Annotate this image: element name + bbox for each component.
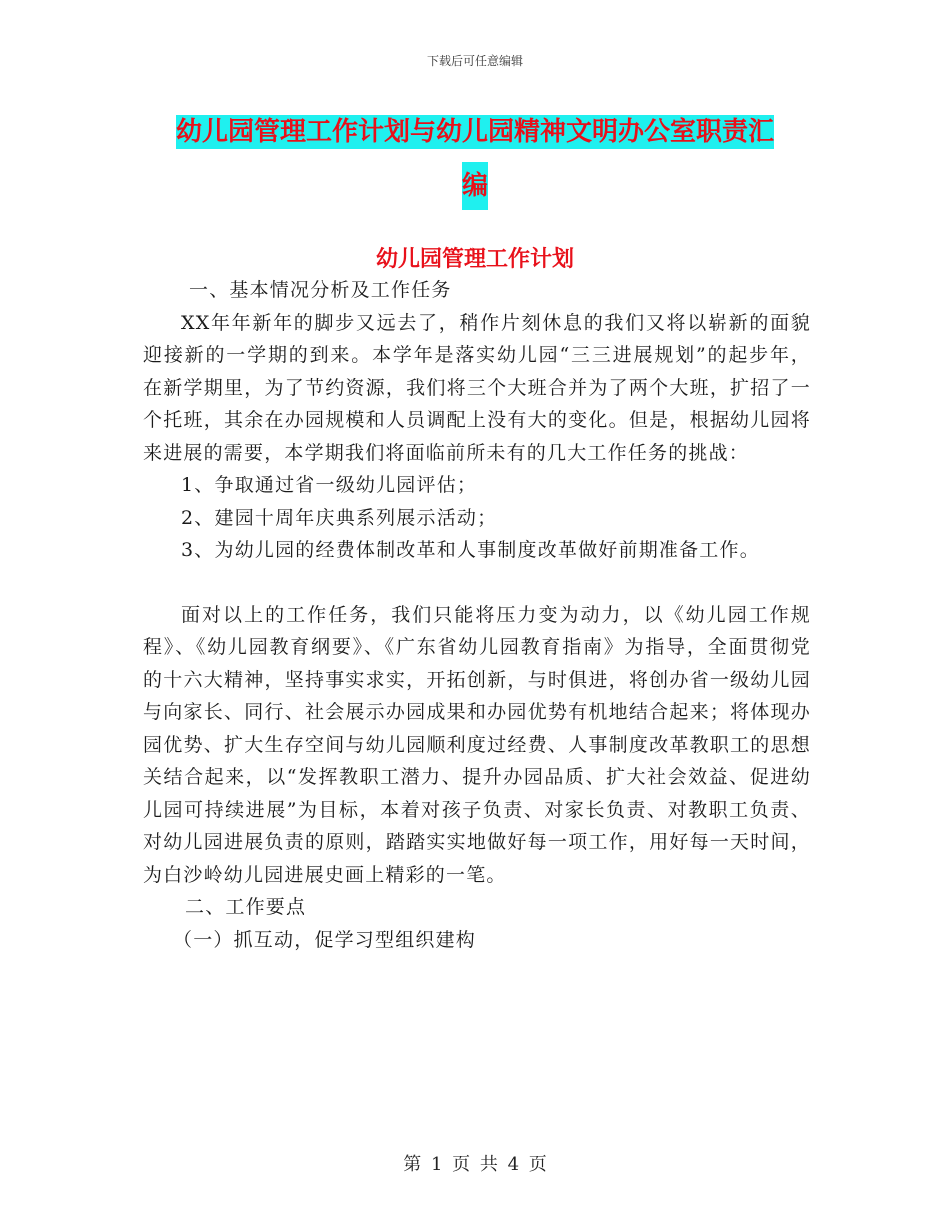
document-title bbox=[0, 110, 950, 210]
paragraph-guidance: 面对以上的工作任务，我们只能将压力变为动力，以《幼儿园工作规程》、《幼儿园教育纲要》、《广东省幼儿园教育指南》为指导，全面贯彻党的十六大精神，坚持事实求实，开拓创新，与时俱进，将创办省一级幼儿园与向家长、同行、社会展示办园成果和办园优势有机地结合起来；将体现办园优势、扩大生存空间与幼儿园顺利度过经费、人事制度改革教职工的思想关结合起来，以“发挥教职工潜力、提升办园品质、扩大社会效益、促进幼儿园可持续进展”为目标，本着对孩子负责、对家长负责、对教职工负责、对幼儿园进展负责的原则，踏踏实实地做好每一项工作，用好每一天时间，为白沙岭幼儿园进展史画上精彩的一笔。 bbox=[143, 603, 811, 886]
document-title-line2: 编 bbox=[462, 162, 488, 210]
list-item-2: 2、建园十周年庆典系列展示活动； bbox=[181, 506, 498, 529]
list-item-1: 1、争取通过省一级幼儿园评估； bbox=[181, 474, 478, 496]
document-body bbox=[143, 274, 811, 956]
heading-work-points: 二、工作要点 bbox=[185, 896, 307, 918]
section-title: 幼儿园管理工作计划 bbox=[375, 247, 574, 272]
page-footer: 第 1 页 共 4 页 bbox=[403, 1154, 547, 1175]
blank-line bbox=[143, 567, 811, 599]
subheading-interaction: （一）抓互动，促学习型组织建构 bbox=[173, 928, 477, 951]
document-title-line1: 幼儿园管理工作计划与幼儿园精神文明办公室职责汇 bbox=[175, 117, 774, 147]
heading-basic-analysis: 一、基本情况分析及工作任务 bbox=[189, 279, 452, 301]
list-item-3: 3、为幼儿园的经费体制改革和人事制度改革做好前期准备工作。 bbox=[181, 539, 760, 561]
paragraph-intro: XX年年新年的脚步又远去了，稍作片刻休息的我们又将以崭新的面貌迎接新的一学期的到来。本学年是落实幼儿园“三三进展规划”的起步年，在新学期里，为了节约资源，我们将三个大班合并为了两个大班，扩招了一个托班，其余在办园规模和人员调配上没有大的变化。但是，根据幼儿园将来进展的需要，本学期我们将面临前所未有的几大工作任务的挑战： bbox=[143, 311, 811, 464]
page-header: 下载后可任意编辑 bbox=[426, 54, 523, 68]
